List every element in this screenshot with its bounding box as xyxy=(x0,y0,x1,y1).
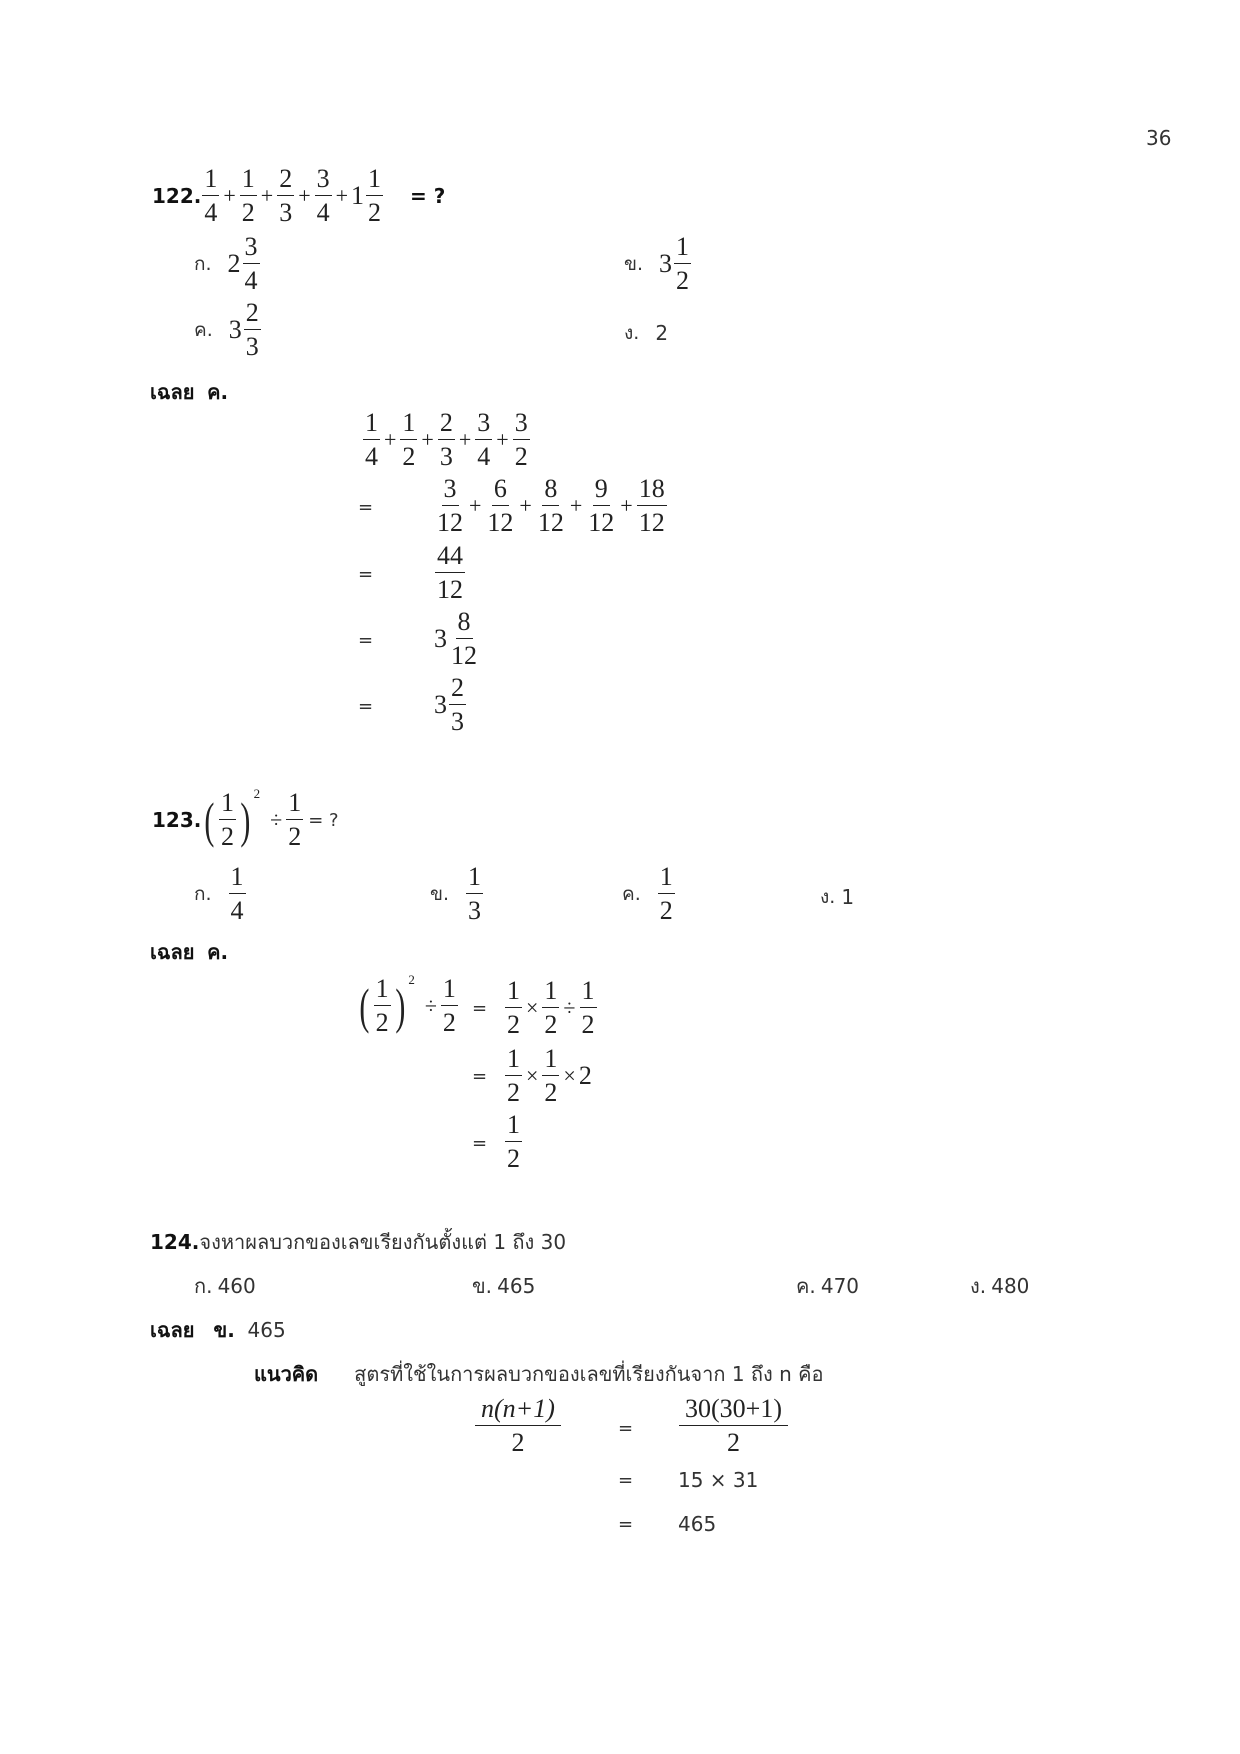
q122-step-4: 3 $\frac{8}{12}$ xyxy=(434,607,477,670)
q123-option-d[interactable]: ง. 1 xyxy=(820,885,855,909)
q122-question-tail: = ? xyxy=(410,184,446,208)
q124-option-d[interactable]: ง. 480 xyxy=(970,1274,1030,1298)
q124-option-c[interactable]: ค. 470 xyxy=(796,1274,860,1298)
q122-question: 122. $\frac{1}{4}$ + $\frac{1}{2}$ + $\frac{2}{3}$ + $\frac{3}{4}$ + 1 $\frac{1}{2}$ = ? xyxy=(152,164,446,227)
concept-text: สูตรที่ใช้ในการผลบวกของเลขที่เรียงกันจาก 1 ถึง n คือ xyxy=(354,1362,824,1386)
q122-step-1: $\frac{1}{4}$ + $\frac{1}{2}$ + $\frac{2}{3}$ + $\frac{3}{4}$ + $\frac{3}{2}$ xyxy=(365,408,528,471)
q124-substitution: $\frac{30(30+1)}{2}$ xyxy=(678,1396,789,1456)
q123-option-b[interactable]: ข. $\frac{1}{3}$ xyxy=(430,862,482,925)
q124-formula: $\frac{n(n+1)}{2}$ xyxy=(474,1396,562,1456)
q122-option-b[interactable]: ข. 3 $\frac{1}{2}$ xyxy=(624,232,690,295)
q124-eq-3: = xyxy=(618,1514,634,1535)
q123-eq-2: = xyxy=(472,1066,488,1087)
q122-option-d[interactable]: ง. 2 xyxy=(624,321,669,345)
q123-answer: เฉลย ค. xyxy=(150,940,229,964)
q123-question-tail: = ? xyxy=(308,809,339,831)
q124-eq-1: = xyxy=(618,1418,634,1439)
q122-step-3: $\frac{44}{12}$ xyxy=(437,541,463,604)
q122-step-5: 3 $\frac{2}{3}$ xyxy=(434,673,464,736)
q122-number: 122. xyxy=(152,184,202,208)
q123-step-1-lhs: ( $\frac{1}{2}$ ) 2 ÷ $\frac{1}{2}$ xyxy=(359,972,456,1037)
q122-option-c[interactable]: ค. 3 $\frac{2}{3}$ xyxy=(194,298,259,361)
q123-option-a[interactable]: ก. $\frac{1}{4}$ xyxy=(194,862,244,925)
q123-option-c[interactable]: ค. $\frac{1}{2}$ xyxy=(622,862,673,925)
q122-answer: เฉลย ค. xyxy=(150,380,229,404)
q123-eq-1: = xyxy=(472,998,488,1019)
q124-question xyxy=(150,1226,566,1258)
q124-number: 124. xyxy=(150,1230,200,1254)
q123-question: 123. ( $\frac{1}{2}$ ) 2 ÷ $\frac{1}{2}$ = ? xyxy=(152,786,339,851)
q122-eq-3: = xyxy=(358,564,374,585)
q124-option-a[interactable]: ก. 460 xyxy=(194,1274,256,1298)
q122-step-2: $\frac{3}{12}$ + $\frac{6}{12}$ + $\frac{8}{12}$ + $\frac{9}{12}$ + $\frac{18}{12}$ xyxy=(437,474,665,537)
q124-step-2: 15 × 31 xyxy=(678,1468,759,1492)
q124-option-b[interactable]: ข. 465 xyxy=(472,1274,536,1298)
q124-step-3: 465 xyxy=(678,1512,717,1536)
q123-eq-3: = xyxy=(472,1133,488,1154)
q124-eq-2: = xyxy=(618,1470,634,1491)
q123-step-2: $\frac{1}{2}$ × $\frac{1}{2}$ × 2 xyxy=(507,1044,592,1107)
q122-eq-5: = xyxy=(358,696,374,717)
q123-step-1-rhs: $\frac{1}{2}$ × $\frac{1}{2}$ ÷ $\frac{1}{2}$ xyxy=(507,976,595,1039)
q122-eq-4: = xyxy=(358,630,374,651)
q122-option-a[interactable]: ก. 2 $\frac{3}{4}$ xyxy=(194,232,258,295)
q124-question-text: จงหาผลบวกของเลขเรียงกันตั้งแต่ 1 ถึง 30 xyxy=(199,1230,567,1254)
page-number: 36 xyxy=(1146,126,1172,150)
q123-step-3: $\frac{1}{2}$ xyxy=(507,1110,520,1173)
q124-concept xyxy=(254,1358,824,1390)
q123-number: 123. xyxy=(152,808,202,832)
concept-label: แนวคิด xyxy=(254,1362,319,1386)
q122-eq-2: = xyxy=(358,497,374,518)
q124-answer: เฉลย ข. 465 xyxy=(150,1318,286,1342)
